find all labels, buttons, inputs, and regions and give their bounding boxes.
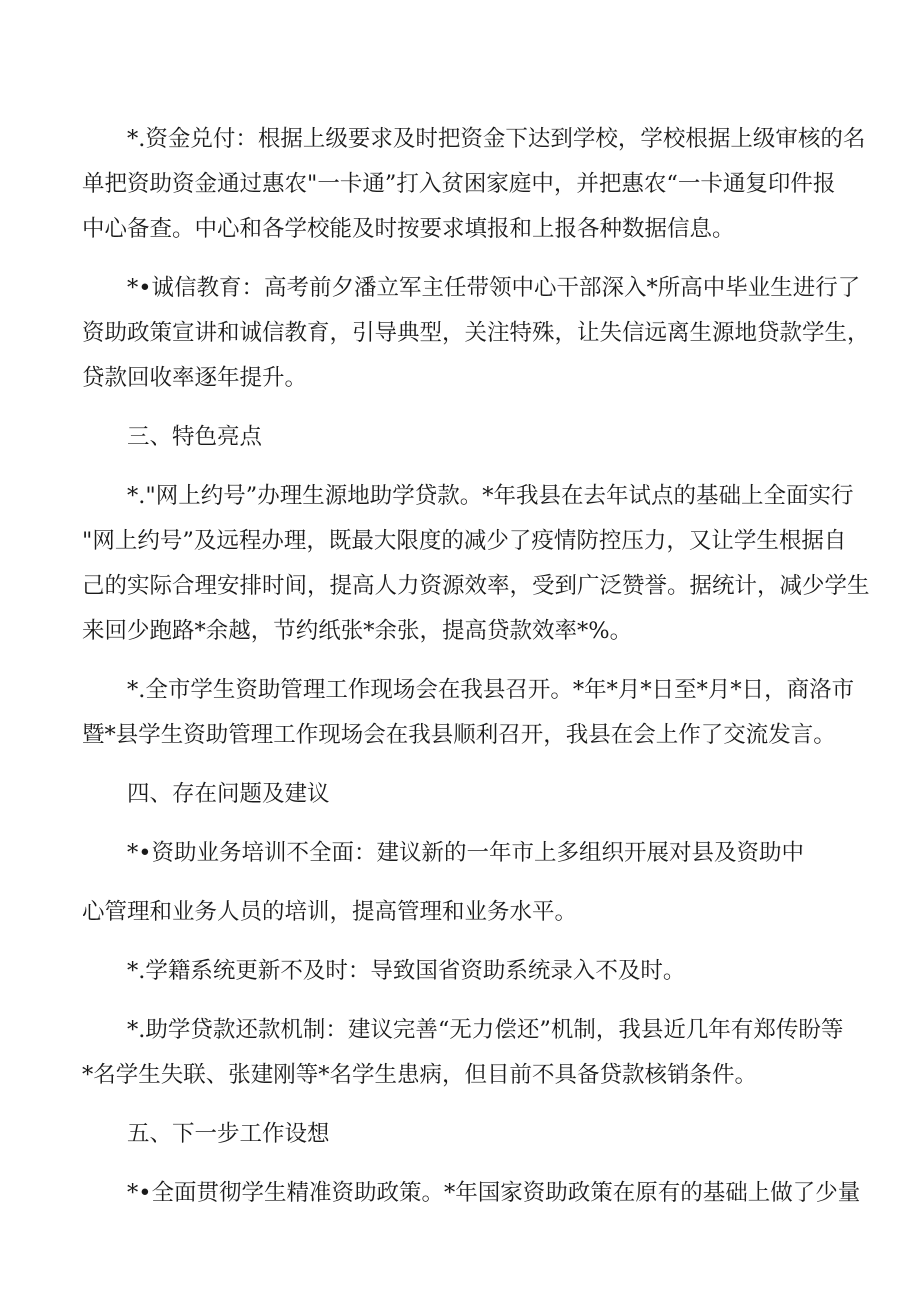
text-line: *.助学贷款还款机制：建议完善“无力偿还”机制，我县近几年有郑传盼等	[127, 1017, 844, 1043]
document-body	[82, 117, 870, 1230]
text-line: 来回少跑路*余越，节约纸张*余张，提高贷款效率*%。	[82, 618, 633, 644]
paragraph-fund-payment	[82, 117, 866, 252]
text-line: 资助政策宣讲和诚信教育，引导典型，关注特殊，让失信远离生源地贷款学生，	[82, 320, 870, 346]
text-line: 贷款回收率逐年提升。	[82, 365, 308, 391]
text-line: *."网上约号”办理生源地助学贷款。*年我县在去年试点的基础上全面实行	[127, 483, 854, 509]
paragraph-onsite-meeting	[82, 668, 855, 758]
paragraph-integrity-education	[82, 266, 870, 401]
section-heading-highlights	[82, 415, 842, 460]
text-line: *•全面贯彻学生精准资助政策。*年国家资助政策在原有的基础上做了少量	[127, 1180, 861, 1206]
paragraph-student-status-system	[82, 949, 842, 994]
section-heading-problems	[82, 772, 842, 817]
text-line: *.资金兑付：根据上级要求及时把资金下达到学校，学校根据上级审核的名	[127, 126, 866, 152]
paragraph-loan-repayment	[82, 1008, 842, 1098]
paragraph-training	[82, 831, 842, 876]
text-line: *.学籍系统更新不及时：导致国省资助系统录入不及时。	[127, 958, 686, 984]
text-line: 己的实际合理安排时间，提高人力资源效率，受到广泛赞誉。据统计，减少学生	[82, 573, 870, 599]
paragraph-online-appointment	[82, 474, 870, 654]
text-line: *•资助业务培训不全面：建议新的一年市上多组织开展对县及资助中	[127, 840, 805, 866]
heading-text: 三、特色亮点	[127, 424, 263, 450]
paragraph-training-continued	[82, 890, 842, 935]
text-line: "网上约号”及远程办理，既最大限度的减少了疫情防控压力，又让学生根据自	[82, 528, 847, 554]
section-heading-next-steps	[82, 1112, 842, 1157]
text-line: *.全市学生资助管理工作现场会在我县召开。*年*月*日至*月*日，商洛市	[127, 677, 855, 703]
heading-text: 四、存在问题及建议	[127, 781, 330, 807]
text-line: 心管理和业务人员的培训，提高管理和业务水平。	[82, 899, 578, 925]
text-line: *•诚信教育：高考前夕潘立军主任带领中心干部深入*所高中毕业生进行了	[127, 275, 861, 301]
paragraph-precise-aid-policy	[82, 1171, 861, 1216]
text-line: 单把资助资金通过惠农"一卡通”打入贫困家庭中，并把惠农“一卡通复印件报	[82, 171, 836, 197]
text-line: 中心备查。中心和各学校能及时按要求填报和上报各种数据信息。	[82, 216, 735, 242]
text-line: 暨*县学生资助管理工作现场会在我县顺利召开，我县在会上作了交流发言。	[82, 722, 836, 748]
heading-text: 五、下一步工作设想	[127, 1121, 330, 1147]
text-line: *名学生失联、张建刚等*名学生患病，但目前不具备贷款核销条件。	[82, 1062, 758, 1088]
